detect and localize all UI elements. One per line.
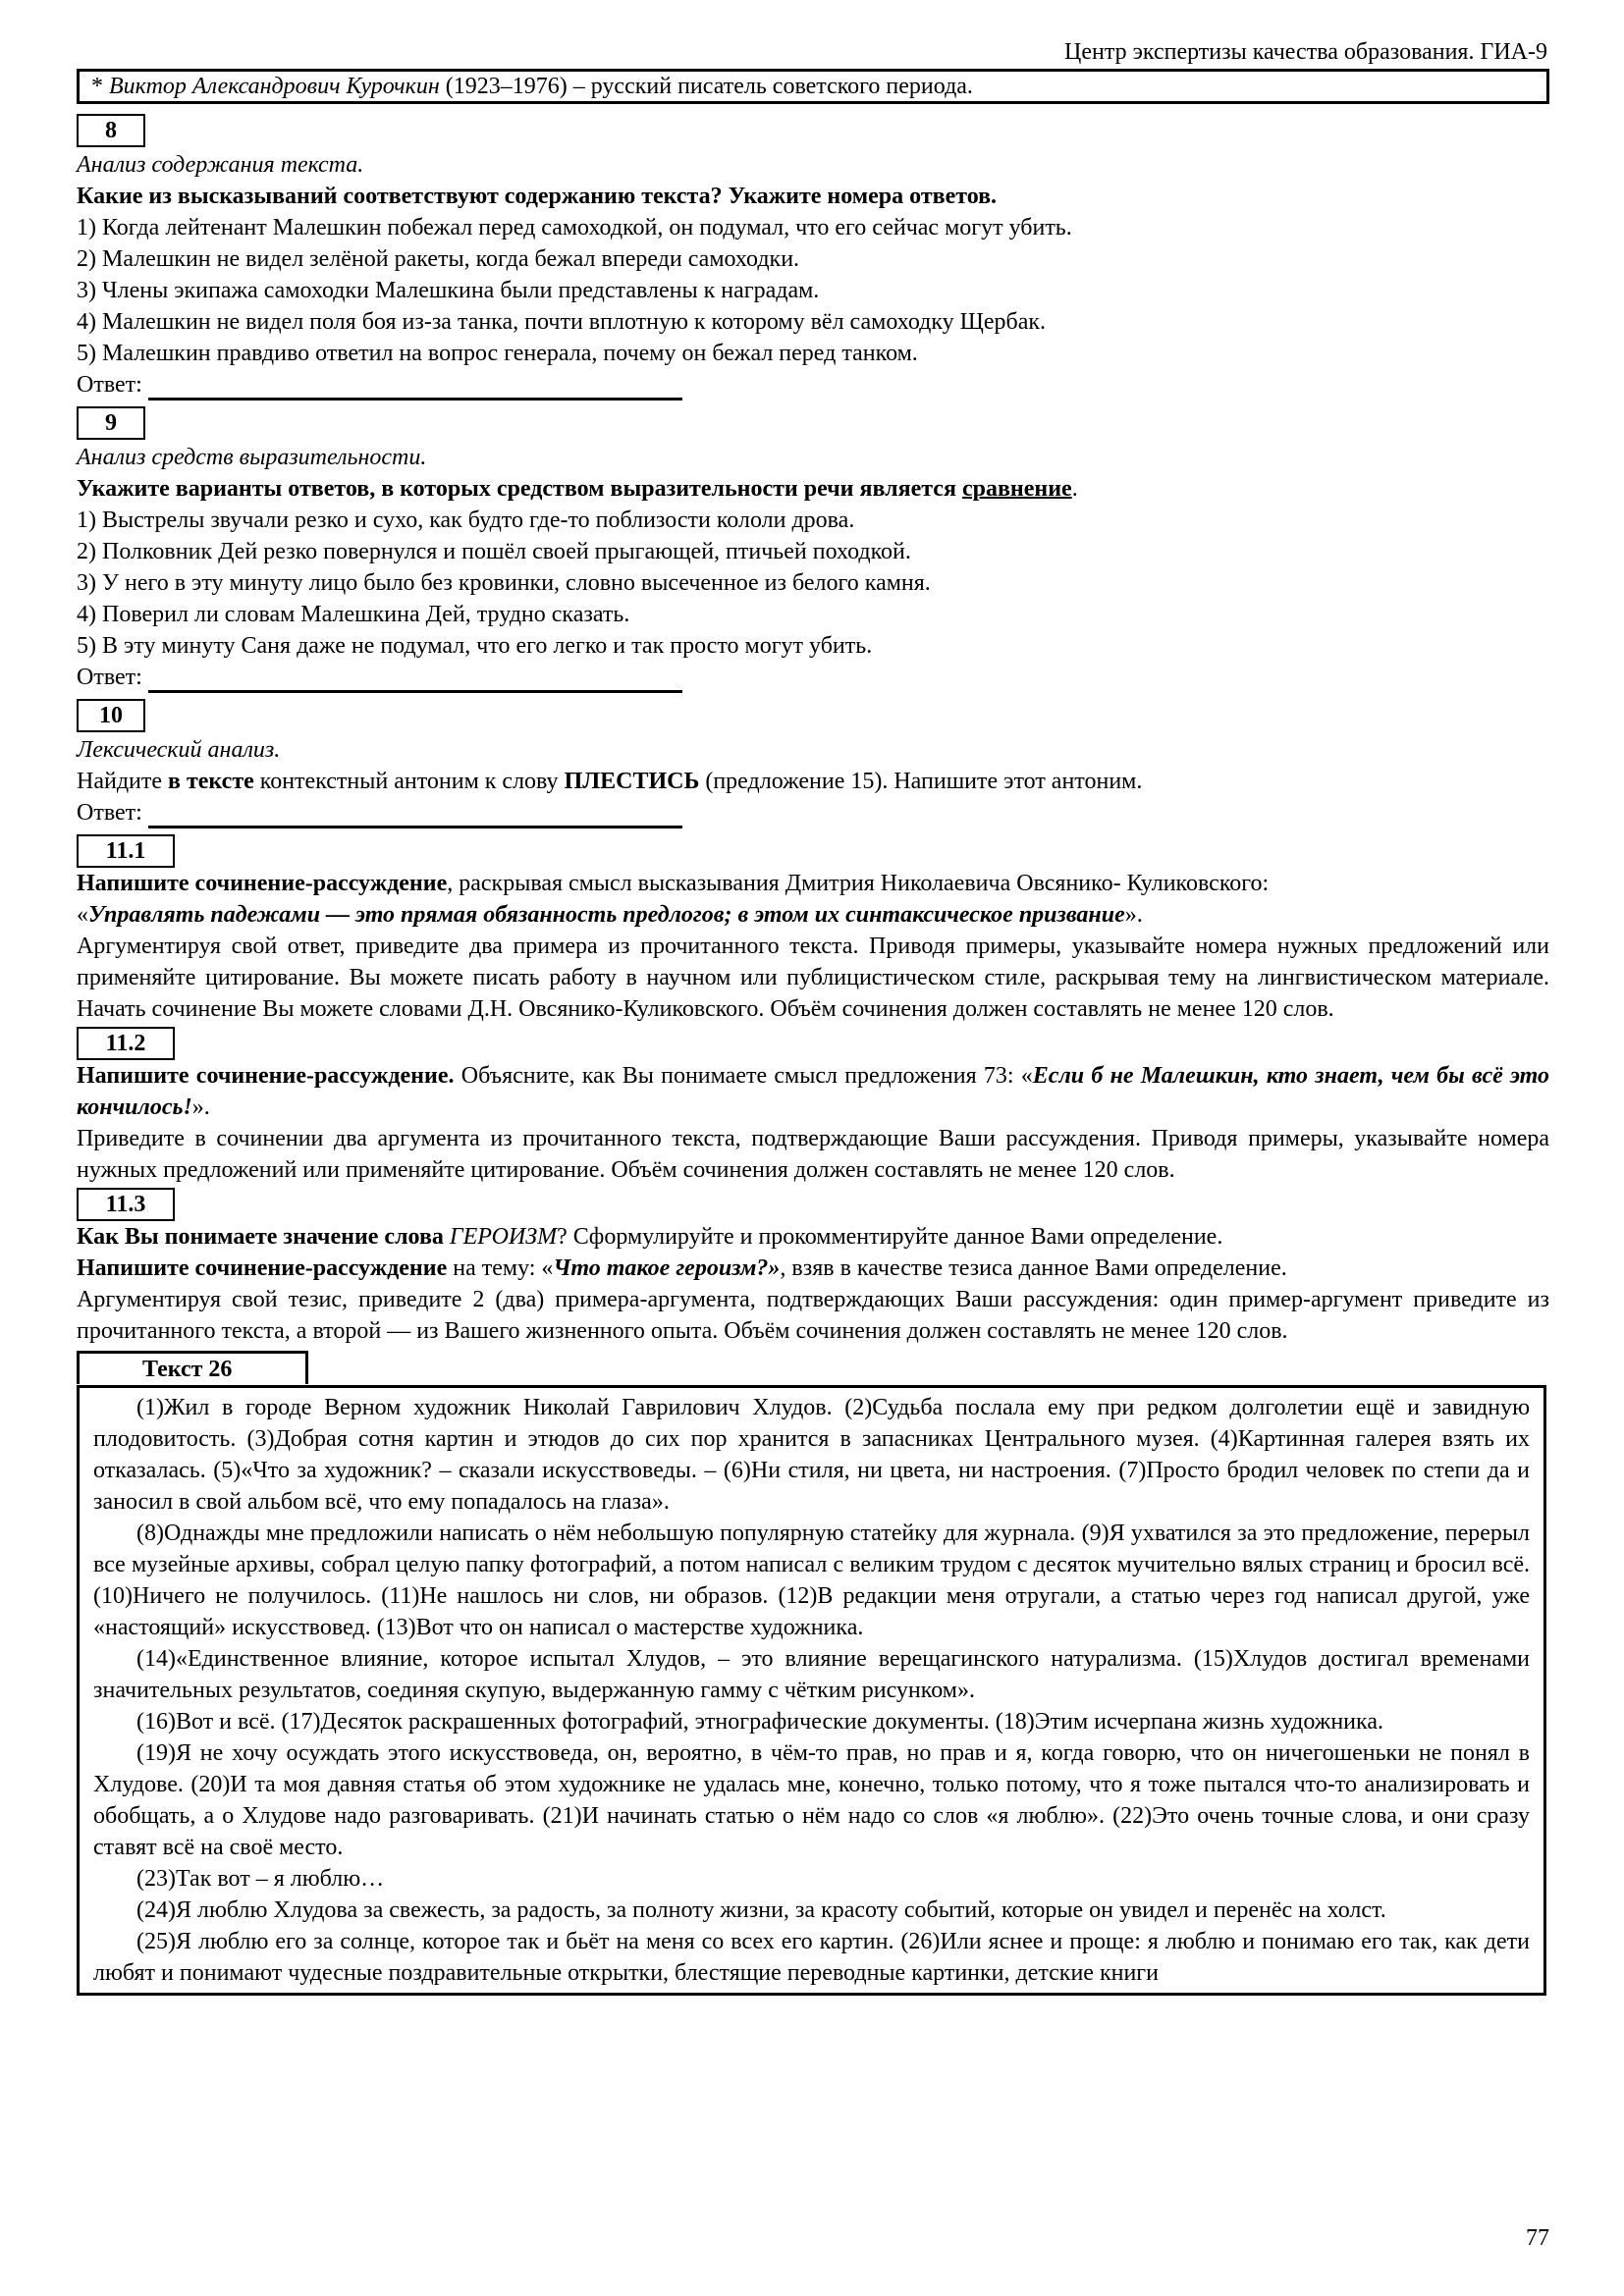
passage-paragraph: (14)«Единственное влияние, которое испытал Хлудов, – это влияние верещагинского натурализма. (15)Хлудов достигал временами значительных результатов, соединяя скупую, выдержанную гамму с чётким рисунком». (93, 1646, 1530, 1703)
question-instruction: Какие из высказываний соответствуют содержанию текста? Укажите номера ответов. (77, 184, 998, 209)
question-topic: Анализ содержания текста. (77, 152, 364, 178)
answer-option: 1) Когда лейтенант Малешкин побежал перед самоходкой, он подумал, что его сейчас могут убить. (77, 215, 1072, 240)
essay-prompt (77, 1253, 1549, 1284)
passage-paragraph: (25)Я люблю его за солнце, которое так и бьёт на меня со всех его картин. (26)Или яснее и проще: я люблю и понимаю его так, как дети любят и понимают чудесные поздравительные открытки, блестящие переводные картинки, детские книги (93, 1929, 1530, 1986)
passage-paragraph: (23)Так вот – я люблю… (136, 1866, 385, 1892)
prompt-lead: Напишите сочинение-рассуждение. (77, 1063, 455, 1089)
prompt-lead: Напишите сочинение-рассуждение (77, 1255, 448, 1281)
question-number-box: 11.2 (77, 1027, 175, 1060)
instruction-text: (предложение 15). Напишите этот антоним. (699, 769, 1143, 794)
essay-requirements: Приведите в сочинении два аргумента из прочитанного текста, подтверждающие Ваши рассуждения. Приводя примеры, указывайте номера нужных предложений или применяйте цитирование. Объём сочинения должен составлять не менее 120 слов. (77, 1126, 1549, 1183)
footnote-author-name: Виктор Александрович Курочкин (109, 74, 440, 99)
answer-row (77, 662, 1549, 693)
answer-option: 5) Малешкин правдиво ответил на вопрос генерала, почему он бежал перед танком. (77, 341, 918, 366)
essay-question (77, 1221, 1549, 1253)
answer-field[interactable] (148, 372, 682, 400)
answer-row (77, 369, 1549, 400)
answer-option: 5) В эту минуту Саня даже не подумал, что его легко и так просто могут убить. (77, 633, 873, 659)
instruction-text: Найдите (77, 769, 169, 794)
quote-mark: ». (1124, 902, 1143, 928)
footnote-text: (1923–1976) – русский писатель советского периода. (439, 74, 973, 99)
prompt-lead: Как Вы понимаете значение слова (77, 1224, 450, 1250)
prompt-keyword: ГЕРОИЗМ (449, 1224, 558, 1250)
text-title: Текст 26 (77, 1351, 308, 1384)
answer-option: 3) У него в эту минуту лицо было без кровинки, словно высеченное из белого камня. (77, 570, 931, 596)
essay-requirements: Аргументируя свой тезис, приведите 2 (два) примера-аргумента, подтверждающих Ваши рассуждения: один пример-аргумент приведите из прочитанного текста, а второй — из Вашего жизненного опыта. Объём сочинения должен составлять не менее 120 слов. (77, 1287, 1549, 1344)
prompt-text: , раскрывая смысл высказывания Дмитрия Николаевича Овсянико- Куликовского: (447, 871, 1270, 896)
prompt-theme: Что такое героизм?» (553, 1255, 781, 1281)
prompt-text: , взяв в качестве тезиса данное Вами определение. (780, 1255, 1287, 1281)
answer-row (77, 797, 1549, 828)
question-topic: Лексический анализ. (77, 737, 281, 763)
prompt-quote: Управлять падежами — это прямая обязанность предлогов; в этом их синтаксическое призвание (88, 902, 1125, 928)
instruction-keyword: ПЛЕСТИСЬ (564, 769, 700, 794)
essay-prompt (77, 868, 1549, 931)
question-11-1 (77, 832, 1549, 1025)
quote-mark: ». (191, 1095, 210, 1120)
instruction-period: . (1071, 476, 1078, 502)
question-instruction (77, 766, 1549, 797)
question-topic: Анализ средств выразительности. (77, 445, 427, 470)
prompt-quote: Если б не Малешкин, кто знает, чем бы всё это кончилось! (77, 1063, 1550, 1120)
prompt-text: на тему: « (447, 1255, 554, 1281)
running-header: Центр экспертизы качества образования. ГИА-9 (1064, 39, 1547, 65)
essay-requirements: Аргументируя свой ответ, приведите два примера из прочитанного текста. Приводя примеры, указывайте номера нужных предложений или применяйте цитирование. Вы можете писать работу в научном или публицистическом стиле, раскрывая тему на лингвистическом материале. Начать сочинение Вы можете словами Д.Н. Овсянико-Куликовского. Объём сочинения должен составлять не менее 120 слов. (77, 934, 1549, 1022)
answer-label: Ответ: (77, 800, 142, 826)
answer-option: 4) Поверил ли словам Малешкина Дей, трудно сказать. (77, 602, 630, 627)
passage-paragraph: (24)Я люблю Хлудова за свежесть, за радость, за полноту жизни, за красоту событий, которые он увидел и перенёс на холст. (136, 1897, 1386, 1923)
answer-label: Ответ: (77, 372, 142, 398)
question-number-box: 8 (77, 114, 145, 147)
answer-option: 2) Малешкин не видел зелёной ракеты, когда бежал впереди самоходки. (77, 246, 800, 272)
answer-field[interactable] (148, 800, 682, 828)
quote-mark: « (77, 902, 88, 928)
answer-label: Ответ: (77, 665, 142, 690)
answer-option: 2) Полковник Дей резко повернулся и пошёл своей прыгающей, птичьей походкой. (77, 539, 911, 564)
passage-paragraph: (19)Я не хочу осуждать этого искусствоведа, он, вероятно, в чём-то прав, но прав и я, когда говорю, что он ничегошеньки не понял в Хлудове. (20)И та моя давняя статья об этом художнике не удалась мне, конечно, только потому, что я тоже пытался что-то анализировать и обобщать, а о Хлудове надо разговаривать. (21)И начинать статью о нём надо со слов «я люблю». (22)Это очень точные слова, и они сразу ставят всё на своё место. (93, 1740, 1530, 1860)
passage-paragraph: (16)Вот и всё. (17)Десяток раскрашенных фотографий, этнографические документы. (18)Этим исчерпана жизнь художника. (136, 1709, 1383, 1735)
exam-page (77, 37, 1549, 1996)
question-number-box: 11.3 (77, 1188, 175, 1221)
question-10 (77, 697, 1549, 828)
question-11-3 (77, 1186, 1549, 1347)
instruction-keyword: сравнение (961, 476, 1072, 502)
question-number-box: 9 (77, 406, 145, 440)
passage-paragraph: (1)Жил в городе Верном художник Николай Гаврилович Хлудов. (2)Судьба послала ему при редком долголетии ещё и завидную плодовитость. (3)Добрая сотня картин и этюдов до сих пор хранится в запасниках Центрального музея. (4)Картинная галерея взять их отказалась. (5)«Что за художник? – сказали искусствоведы. – (6)Ни стиля, ни цвета, ни настроения. (7)Просто бродил человек по степи да и заносил в свой альбом всё, что ему попадалось на глаза». (93, 1395, 1530, 1515)
answer-option: 4) Малешкин не видел поля боя из-за танка, почти вплотную к которому вёл самоходку Щербак. (77, 309, 1047, 335)
reading-passage (77, 1385, 1546, 1996)
essay-prompt (77, 1060, 1549, 1123)
question-number-box: 11.1 (77, 834, 175, 868)
instruction-text: контекстный антоним к слову (253, 769, 565, 794)
question-9 (77, 404, 1549, 693)
instruction-emphasis: в тексте (168, 769, 254, 794)
prompt-text: ? Сформулируйте и прокомментируйте данное Вами определение. (557, 1224, 1223, 1250)
answer-option: 3) Члены экипажа самоходки Малешкина были представлены к наградам. (77, 278, 820, 303)
question-11-2 (77, 1025, 1549, 1186)
answer-field[interactable] (148, 665, 682, 693)
page-number: 77 (1526, 2225, 1549, 2251)
instruction-text: Укажите варианты ответов, в которых средством выразительности речи является (77, 476, 962, 502)
question-8 (77, 112, 1549, 400)
question-instruction (77, 473, 1549, 505)
passage-paragraph: (8)Однажды мне предложили написать о нём небольшую популярную статейку для журнала. (9)Я ухватился за это предложение, перерыл все музейные архивы, собрал целую папку фотографий, а потом написал с великим трудом с десяток мучительно вялых страниц и бросил всё. (10)Ничего не получилось. (11)Не нашлось ни слов, ни образов. (12)В редакции меня отругали, а статью через год написал другой, уже «настоящий» искусствовед. (13)Вот что он написал о мастерстве художника. (93, 1521, 1530, 1640)
footnote-star: * (91, 74, 103, 99)
question-number-box: 10 (77, 699, 145, 732)
author-footnote (77, 69, 1549, 104)
prompt-text: Объясните, как Вы понимаете смысл предложения 73: « (454, 1063, 1033, 1089)
answer-option: 1) Выстрелы звучали резко и сухо, как будто где-то поблизости кололи дрова. (77, 507, 855, 533)
prompt-lead: Напишите сочинение-рассуждение (77, 871, 448, 896)
